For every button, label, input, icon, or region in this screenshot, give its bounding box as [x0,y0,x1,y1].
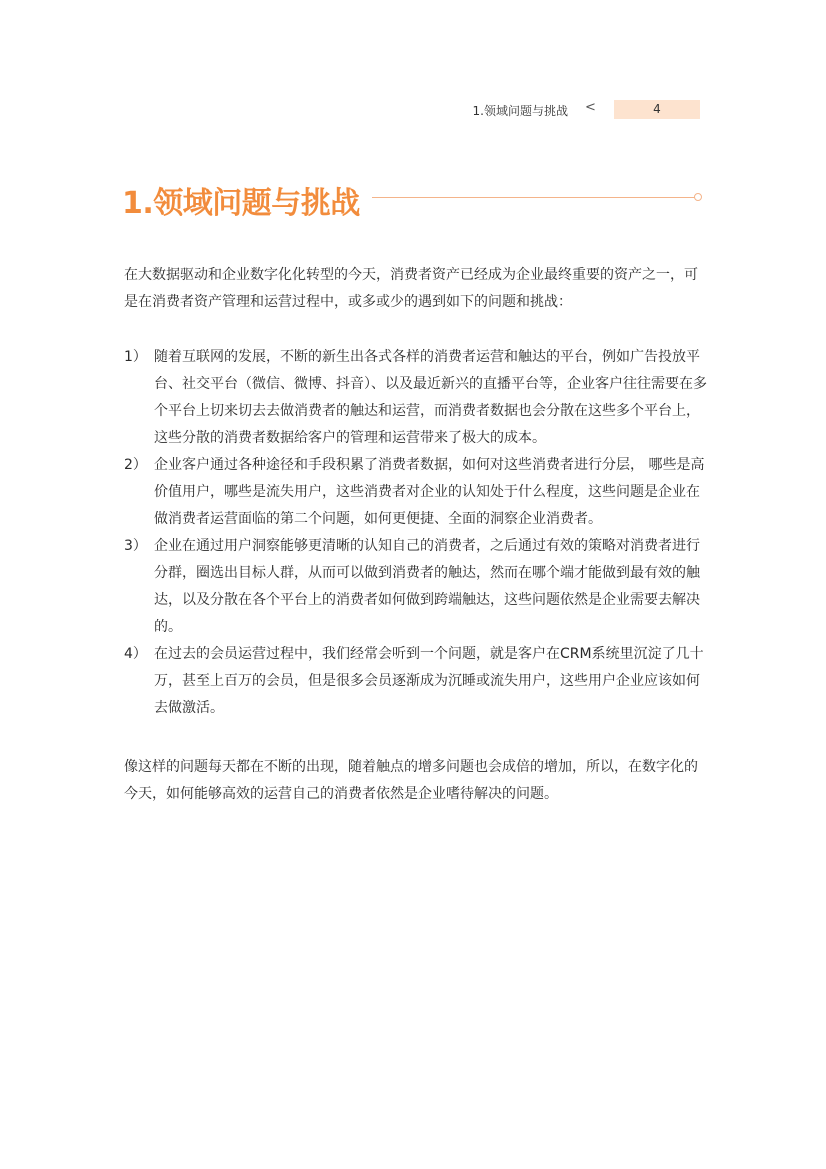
challenge-list [124,344,714,722]
page-header [0,100,826,120]
closing-paragraph: 像这样的问题每天都在不断的出现，随着触点的增多问题也会成倍的增加，所以，在数字化的今天，如何能够高效的运营自己的消费者依然是企业嗜待解决的问题。 [124,759,698,802]
list-item-text: 企业在通过用户洞察能够更清晰的认知自己的消费者，之后通过有效的策略对消费者进行分群，圈选出目标人群，从而可以做到消费者的触达，然而在哪个端才能做到最有效的触达，以及分散在各个平台上的消费者如何做到跨端触达，这些问题依然是企业需要去解决的。 [154,538,700,635]
title-rule [372,197,695,198]
header-section-title: 1.领域问题与挑战 [472,104,568,118]
list-item-text: 在过去的会员运营过程中，我们经常会听到一个问题，就是客户在CRM系统里沉淀了几十万，甚至上百万的会员，但是很多会员逐渐成为沉睡或流失用户，这些用户企业应该如何去做激活。 [154,646,704,716]
list-item-number: 1） [124,349,147,365]
list-item-number: 2） [124,457,147,473]
list-item-number: 4） [124,646,147,662]
list-item-text: 随着互联网的发展，不断的新生出各式各样的消费者运营和触达的平台，例如广告投放平台、社交平台（微信、微博、抖音）、以及最近新兴的直播平台等，企业客户往往需要在多个平台上切来切去去做消费者的触达和运营，而消费者数据也会分散在这些多个平台上，这些分散的消费者数据给客户的管理和运营带来了极大的成本。 [154,349,707,446]
list-item [124,344,714,452]
list-item-number: 3） [124,538,147,554]
chevron-left-icon: < [585,100,596,115]
page-number: 4 [614,100,700,119]
list-item [124,452,714,533]
title-rule-end-dot [694,193,702,201]
intro-paragraph: 在大数据驱动和企业数字化化转型的今天，消费者资产已经成为企业最终重要的资产之一，可是在消费者资产管理和运营过程中，或多或少的遇到如下的问题和挑战： [124,267,698,310]
list-item [124,641,714,722]
list-item-text: 企业客户通过各种途径和手段积累了消费者数据，如何对这些消费者进行分层， 哪些是高价值用户，哪些是流失用户，这些消费者对企业的认知处于什么程度，这些问题是企业在做消费者运营面临的第二个问题，如何更便捷、全面的洞察企业消费者。 [154,457,705,527]
list-item [124,533,714,641]
page-title: 1.领域问题与挑战 [122,186,360,221]
